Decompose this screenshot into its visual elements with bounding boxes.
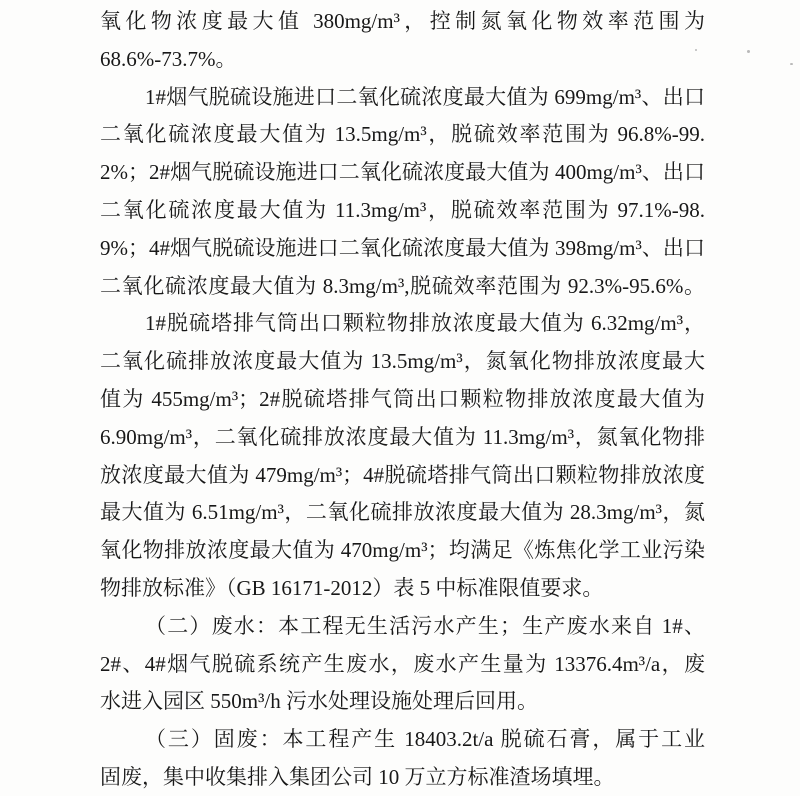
text-line: 2#、4#烟气脱硫系统产生废水，废水产生量为 13376.4m³/a，废: [100, 651, 705, 676]
text-line: 放浓度最大值为 479mg/m³；4#脱硫塔排气筒出口颗粒物排放浓度: [100, 462, 705, 487]
scan-speck: [747, 50, 750, 53]
text-line: 二氧化硫浓度最大值为 11.3mg/m³，脱硫效率范围为 97.1%-98.: [100, 197, 705, 222]
text-line: 水进入园区 550m³/h 污水处理设施处理后回用。: [100, 689, 538, 714]
text-line: 1#烟气脱硫设施进口二氧化硫浓度最大值为 699mg/m³、出口: [145, 84, 705, 109]
text-line: 物排放标准》（GB 16171-2012）表 5 中标准限值要求。: [100, 575, 604, 600]
text-line: 值为 455mg/m³；2#脱硫塔排气筒出口颗粒物排放浓度最大值为: [100, 386, 705, 411]
scan-speck: [695, 49, 697, 51]
text-line: 6.90mg/m³，二氧化硫排放浓度最大值为 11.3mg/m³，氮氧化物排: [100, 424, 705, 449]
text-line: 1#脱硫塔排气筒出口颗粒物排放浓度最大值为 6.32mg/m³，: [145, 311, 705, 336]
document-text-block: [100, 3, 705, 796]
text-line: （二）废水：本工程无生活污水产生；生产废水来自 1#、: [145, 613, 705, 638]
text-line: 氧化物浓度最大值 380mg/m³，控制氮氧化物效率范围为: [100, 9, 705, 33]
text-line: 2%；2#烟气脱硫设施进口二氧化硫浓度最大值为 400mg/m³、出口: [100, 160, 705, 185]
text-line: 9%；4#烟气脱硫设施进口二氧化硫浓度最大值为 398mg/m³、出口: [100, 235, 705, 260]
text-line: 氧化物排放浓度最大值为 470mg/m³；均满足《炼焦化学工业污染: [100, 538, 705, 563]
text-line: 二氧化硫排放浓度最大值为 13.5mg/m³，氮氧化物排放浓度最大: [100, 349, 705, 374]
text-line: 二氧化硫浓度最大值为 13.5mg/m³，脱硫效率范围为 96.8%-99.: [100, 122, 705, 147]
text-line: 二氧化硫浓度最大值为 8.3mg/m³,脱硫效率范围为 92.3%-95.6%。: [100, 273, 705, 298]
text-line: 最大值为 6.51mg/m³，二氧化硫排放浓度最大值为 28.3mg/m³，氮: [100, 500, 705, 525]
text-line: 68.6%-73.7%。: [100, 46, 237, 71]
text-line: （三）固废：本工程产生 18403.2t/a 脱硫石膏，属于工业: [145, 727, 705, 752]
scan-speck: [790, 63, 793, 65]
text-line: 固废，集中收集排入集团公司 10 万立方标准渣场填埋。: [100, 764, 615, 789]
